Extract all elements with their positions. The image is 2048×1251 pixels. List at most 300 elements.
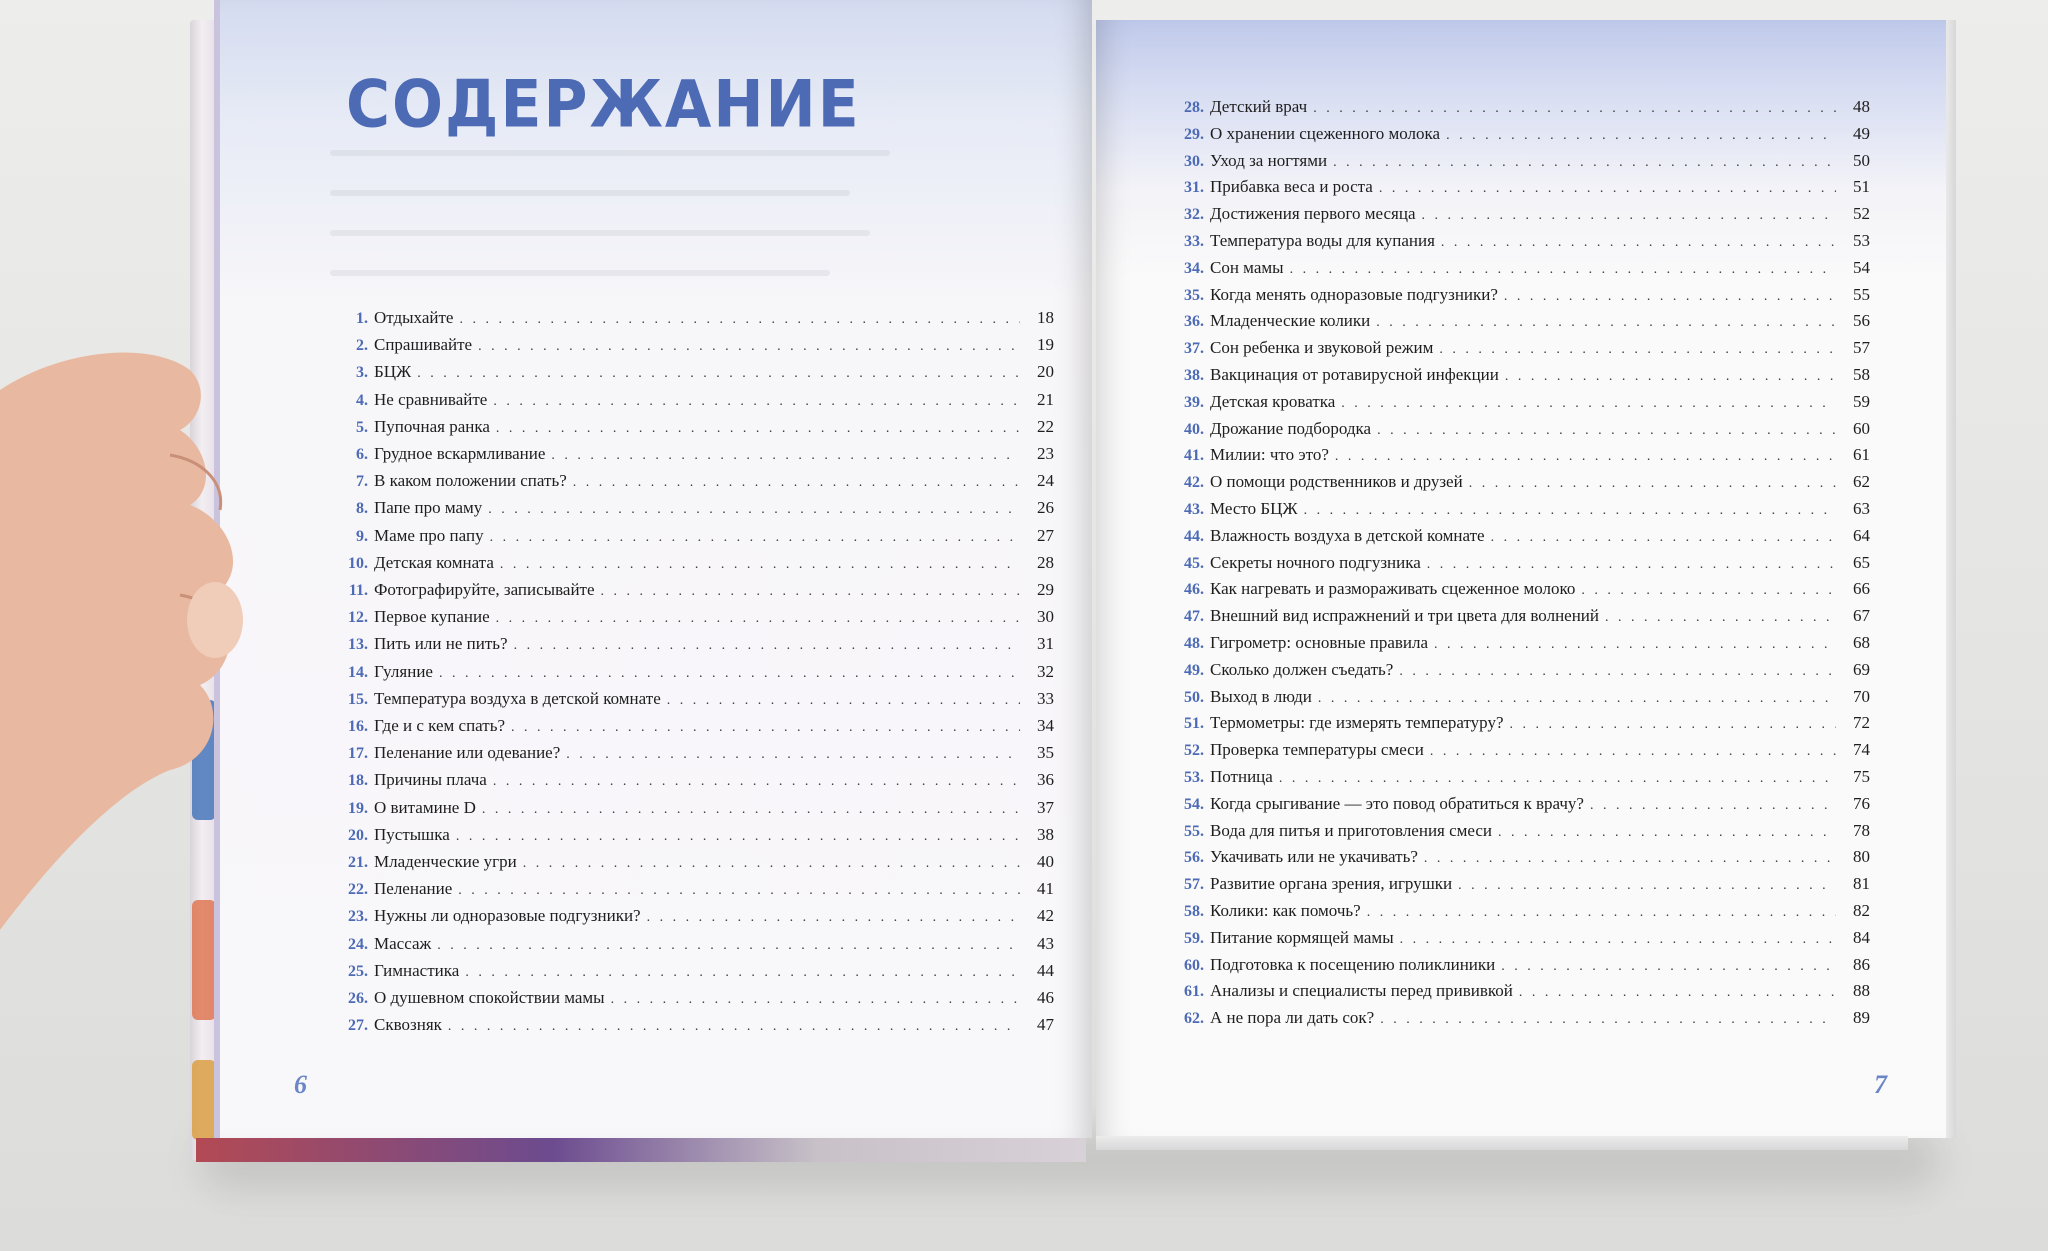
- toc-entry-title: Когда менять одноразовые подгузники?: [1210, 284, 1498, 304]
- toc-leader-dots: [478, 339, 1020, 355]
- toc-entry-title: Где и с кем спать?: [374, 716, 506, 735]
- toc-leader-dots: [1335, 449, 1836, 465]
- toc-entry: [1160, 311, 1870, 337]
- toc-entry-number: 15.: [348, 690, 368, 708]
- toc-entry-number: 6.: [356, 446, 368, 463]
- toc-entry-number: 57.: [1184, 876, 1204, 894]
- toc-entry: [1160, 338, 1870, 364]
- toc-entry-page: 89: [1853, 1008, 1870, 1028]
- toc-entry-page: 86: [1853, 954, 1870, 974]
- toc-leader-dots: [1427, 557, 1836, 573]
- toc-entry: [1160, 847, 1870, 873]
- toc-entry-page: 52: [1853, 204, 1870, 224]
- toc-entry: [1160, 740, 1870, 766]
- toc-leader-dots: [1498, 825, 1836, 841]
- toc-leader-dots: [647, 910, 1020, 926]
- toc-entry-title: Массаж: [374, 933, 432, 953]
- toc-entry-title: Пупочная ранка: [374, 416, 490, 436]
- toc-leader-dots: [1581, 583, 1836, 599]
- toc-entry-page: 88: [1853, 981, 1870, 1001]
- toc-leader-dots: [459, 312, 1020, 328]
- toc-entry: [1160, 526, 1870, 552]
- toc-leader-dots: [500, 557, 1020, 573]
- toc-entry-page: 46: [1037, 988, 1054, 1007]
- toc-entry: [1160, 874, 1870, 900]
- toc-entry: [324, 852, 1054, 878]
- toc-entry: [1160, 928, 1870, 954]
- toc-entry-title: Папе про маму: [374, 498, 483, 518]
- toc-entry-number: 55.: [1184, 822, 1204, 840]
- toc-entry-title: О хранении сцеженного молока: [1210, 123, 1441, 143]
- toc-entry-number: 42.: [1184, 474, 1204, 492]
- toc-entry-number: 60.: [1184, 956, 1204, 974]
- right-page-number: 7: [1874, 1070, 1887, 1099]
- toc-entry-page: 51: [1853, 177, 1870, 197]
- toc-entry-title: Младенческие колики: [1210, 311, 1371, 331]
- toc-leader-dots: [493, 774, 1020, 790]
- toc-entry-title: Подготовка к посещению поликлиники: [1210, 954, 1496, 974]
- toc-entry: [1160, 901, 1870, 927]
- toc-entry-title: Как нагревать и размораживать сцеженное молоко: [1210, 579, 1576, 599]
- toc-leader-dots: [1504, 289, 1836, 305]
- toc-entry-number: 29.: [1184, 125, 1204, 143]
- toc-entry-page: 53: [1853, 231, 1870, 250]
- toc-entry-number: 13.: [348, 636, 368, 654]
- toc-leader-dots: [490, 530, 1020, 546]
- toc-entry-page: 32: [1037, 661, 1054, 681]
- toc-entry-title: Пить или не пить?: [374, 634, 508, 654]
- left-page-number: 6: [294, 1070, 307, 1099]
- toc-entry-title: Колики: как помочь?: [1210, 901, 1361, 920]
- toc-leader-dots: [1519, 985, 1836, 1001]
- toc-entry-page: 28: [1037, 552, 1054, 572]
- toc-entry: [324, 879, 1054, 905]
- toc-entry-number: 10.: [348, 554, 368, 572]
- toc-entry-number: 1.: [356, 310, 368, 327]
- toc-leader-dots: [1458, 878, 1836, 894]
- toc-entry-title: Когда срыгивание — это повод обратиться к врачу?: [1210, 793, 1584, 813]
- toc-entry-number: 34.: [1184, 259, 1204, 277]
- toc-entry: [324, 553, 1054, 579]
- toc-leader-dots: [1333, 155, 1836, 171]
- toc-entry-number: 21.: [348, 854, 368, 871]
- toc-leader-dots: [417, 366, 1020, 382]
- toc-entry-page: 36: [1037, 770, 1054, 790]
- toc-leader-dots: [1290, 262, 1836, 278]
- toc-entry-number: 33.: [1184, 233, 1204, 250]
- toc-entry-number: 8.: [356, 500, 368, 518]
- toc-entry-title: Не сравнивайте: [374, 389, 488, 409]
- toc-entry-page: 31: [1037, 634, 1054, 654]
- toc-entry: [324, 825, 1054, 851]
- toc-leader-dots: [496, 421, 1020, 437]
- toc-entry-title: Место БЦЖ: [1210, 499, 1298, 518]
- toc-entry-page: 41: [1037, 879, 1054, 899]
- toc-entry-page: 59: [1853, 391, 1870, 411]
- toc-entry-title: Питание кормящей мамы: [1210, 927, 1394, 947]
- toc-entry-page: 38: [1037, 824, 1054, 844]
- toc-entry-page: 48: [1853, 97, 1870, 116]
- toc-entry-title: Гуляние: [374, 661, 433, 681]
- toc-entry-title: Внешний вид испражнений и три цвета для волнений: [1210, 606, 1599, 626]
- toc-entry: [1160, 821, 1870, 847]
- toc-leader-dots: [1367, 905, 1836, 921]
- toc-entry: [324, 335, 1054, 361]
- toc-entry-page: 29: [1037, 580, 1054, 599]
- toc-entry-number: 46.: [1184, 581, 1204, 599]
- toc-entry-page: 69: [1853, 659, 1870, 679]
- toc-entry-page: 56: [1853, 311, 1870, 331]
- toc-entry-title: Проверка температуры смеси: [1210, 740, 1424, 760]
- toc-entry-page: 80: [1853, 847, 1870, 867]
- toc-entry-number: 41.: [1184, 447, 1204, 465]
- toc-entry: [324, 308, 1054, 334]
- toc-entry: [1160, 553, 1870, 579]
- toc-entry-title: БЦЖ: [374, 362, 412, 382]
- toc-entry-page: 72: [1853, 713, 1870, 733]
- toc-entry-page: 19: [1037, 335, 1054, 355]
- toc-entry-page: 84: [1853, 927, 1870, 947]
- toc-leader-dots: [1510, 717, 1837, 733]
- toc-entry-page: 54: [1853, 257, 1870, 277]
- toc-leader-dots: [496, 611, 1020, 627]
- toc-entry-page: 47: [1037, 1015, 1054, 1035]
- toc-leader-dots: [514, 638, 1020, 654]
- toc-leader-dots: [1279, 771, 1836, 787]
- toc-entry-page: 49: [1853, 123, 1870, 143]
- toc-entry-title: Причины плача: [374, 770, 487, 790]
- toc-entry-page: 40: [1037, 852, 1054, 871]
- toc-entry-page: 35: [1037, 743, 1054, 763]
- toc-entry-page: 27: [1037, 525, 1054, 545]
- toc-entry-page: 30: [1037, 607, 1054, 627]
- toc-entry-title: О душевном спокойствии мамы: [374, 988, 605, 1007]
- toc-entry-title: Уход за ногтями: [1210, 150, 1328, 170]
- toc-entry-number: 27.: [348, 1017, 368, 1035]
- toc-entry: [324, 444, 1054, 470]
- toc-entry-title: Детская кроватка: [1210, 391, 1336, 411]
- toc-entry-number: 16.: [348, 718, 368, 735]
- toc-entry-page: 70: [1853, 686, 1870, 706]
- toc-entry-page: 62: [1853, 472, 1870, 492]
- toc-entry-title: О помощи родственников и друзей: [1210, 472, 1463, 492]
- toc-entry-number: 45.: [1184, 554, 1204, 572]
- hand: [0, 330, 250, 970]
- toc-entry-page: 68: [1853, 633, 1870, 652]
- toc-entry-page: 66: [1853, 579, 1870, 599]
- toc-entry: [1160, 258, 1870, 284]
- toc-entry-number: 39.: [1184, 393, 1204, 411]
- toc-entry: [1160, 713, 1870, 739]
- toc-entry-page: 75: [1853, 767, 1870, 786]
- toc-entry-title: Дрожание подбородка: [1210, 418, 1372, 438]
- toc-entry-title: Развитие органа зрения, игрушки: [1210, 874, 1453, 894]
- toc-entry-title: Сквозняк: [374, 1015, 442, 1035]
- toc-entry-title: Нужны ли одноразовые подгузники?: [374, 906, 641, 926]
- toc-entry-title: Фотографируйте, записывайте: [374, 580, 595, 599]
- toc-entry: [1160, 579, 1870, 605]
- toc-entry-number: 19.: [348, 799, 368, 817]
- toc-entry-number: 32.: [1184, 206, 1204, 224]
- toc-entry-title: Маме про папу: [374, 525, 484, 545]
- toc-entry: [1160, 687, 1870, 713]
- toc-entry-page: 44: [1037, 960, 1054, 980]
- toc-entry-page: 26: [1037, 498, 1054, 518]
- toc-leader-dots: [566, 747, 1020, 763]
- toc-entry-number: 54.: [1184, 795, 1204, 813]
- toc-entry-page: 20: [1037, 362, 1054, 382]
- toc-entry-title: Потница: [1210, 767, 1273, 786]
- toc-entry-title: Выход в люди: [1210, 686, 1312, 706]
- toc-entry-title: Гимнастика: [374, 960, 460, 980]
- toc-leader-dots: [611, 992, 1020, 1008]
- toc-entry-number: 50.: [1184, 688, 1204, 706]
- toc-entry: [1160, 392, 1870, 418]
- toc-entry-page: 34: [1037, 716, 1054, 735]
- toc-leader-dots: [1605, 610, 1836, 626]
- toc-entry-title: Детский врач: [1210, 97, 1308, 116]
- toc-entry: [1160, 97, 1870, 123]
- toc-entry-title: Влажность воздуха в детской комнате: [1210, 525, 1485, 545]
- toc-leader-dots: [1376, 315, 1836, 331]
- toc-entry-title: Пустышка: [374, 824, 450, 844]
- toc-entry-number: 2.: [356, 337, 368, 355]
- toc-leader-dots: [1424, 851, 1836, 867]
- toc-entry: [324, 390, 1054, 416]
- toc-leader-dots: [601, 584, 1020, 600]
- toc-entry-number: 11.: [348, 582, 368, 599]
- toc-entry-title: Достижения первого месяца: [1210, 204, 1416, 224]
- toc-entry-title: Сколько должен съедать?: [1210, 659, 1394, 679]
- toc-entry-number: 26.: [348, 990, 368, 1007]
- toc-entry-page: 67: [1853, 606, 1870, 626]
- toc-leader-dots: [1318, 691, 1836, 707]
- toc-entry-title: О витамине D: [374, 797, 476, 817]
- toc-entry: [1160, 633, 1870, 659]
- toc-leader-dots: [437, 938, 1020, 954]
- toc-entry-number: 14.: [348, 663, 368, 681]
- toc-entry-title: Отдыхайте: [374, 308, 454, 327]
- toc-entry-number: 17.: [348, 745, 368, 763]
- toc-leader-dots: [456, 829, 1020, 845]
- toc-entry: [324, 498, 1054, 524]
- right-page-bottom-edge: [1096, 1136, 1908, 1150]
- toc-entry-number: 25.: [348, 962, 368, 980]
- toc-entry-number: 62.: [1184, 1010, 1204, 1028]
- toc-leader-dots: [1422, 208, 1836, 224]
- toc-entry: [1160, 981, 1870, 1007]
- toc-entry: [324, 770, 1054, 796]
- toc-leader-dots: [573, 475, 1020, 491]
- toc-leader-dots: [1400, 932, 1836, 948]
- toc-entry-number: 20.: [348, 826, 368, 844]
- toc-leader-dots: [1380, 1012, 1836, 1028]
- toc-leader-dots: [1430, 744, 1836, 760]
- toc-entry-page: 81: [1853, 874, 1870, 894]
- toc-entry-title: Термометры: где измерять температуру?: [1210, 713, 1504, 733]
- toc-entry-number: 35.: [1184, 286, 1204, 304]
- toc-entry-number: 49.: [1184, 661, 1204, 679]
- toc-entry-page: 65: [1853, 552, 1870, 572]
- toc-entry: [1160, 499, 1870, 525]
- toc-entry: [324, 743, 1054, 769]
- toc-entry-number: 36.: [1184, 313, 1204, 331]
- toc-leader-dots: [1313, 101, 1836, 117]
- toc-entry-number: 4.: [356, 391, 368, 409]
- toc-leader-dots: [488, 502, 1020, 518]
- toc-entry-number: 47.: [1184, 608, 1204, 626]
- toc-entry-number: 48.: [1184, 635, 1204, 652]
- toc-entry-title: Пеленание: [374, 879, 453, 899]
- toc-entry-page: 78: [1853, 820, 1870, 840]
- toc-entry-number: 30.: [1184, 152, 1204, 170]
- toc-leader-dots: [465, 965, 1020, 981]
- toc-entry-number: 52.: [1184, 742, 1204, 760]
- toc-leader-dots: [1469, 476, 1836, 492]
- toc-entry-page: 37: [1037, 797, 1054, 817]
- toc-entry: [1160, 767, 1870, 793]
- toc-entry-page: 63: [1853, 499, 1870, 518]
- toc-entry-title: Укачивать или не укачивать?: [1210, 847, 1418, 867]
- toc-entry-page: 42: [1037, 906, 1054, 926]
- toc-entry-title: Милии: что это?: [1210, 445, 1329, 465]
- toc-entry-number: 9.: [356, 527, 368, 545]
- toc-entry-page: 22: [1037, 416, 1054, 436]
- toc-entry-number: 23.: [348, 908, 368, 926]
- toc-leader-dots: [458, 883, 1020, 899]
- toc-entry: [324, 607, 1054, 633]
- toc-entry: [324, 417, 1054, 443]
- toc-entry: [324, 961, 1054, 987]
- toc-entry-title: Грудное вскармливание: [374, 444, 546, 463]
- toc-leader-dots: [1441, 235, 1836, 251]
- toc-entry-title: В каком положении спать?: [374, 471, 567, 491]
- toc-entry-title: Детская комната: [374, 552, 494, 572]
- toc-entry-title: Спрашивайте: [374, 335, 473, 355]
- toc-entry: [324, 471, 1054, 497]
- toc-entry-number: 3.: [356, 364, 368, 382]
- toc-entry: [1160, 660, 1870, 686]
- toc-entry: [324, 716, 1054, 742]
- right-page-edge: [1946, 20, 1956, 1138]
- toc-entry-title: Вакцинация от ротавирусной инфекции: [1210, 365, 1499, 384]
- toc-leader-dots: [511, 720, 1020, 736]
- toc-entry-number: 59.: [1184, 929, 1204, 947]
- toc-entry-number: 56.: [1184, 849, 1204, 867]
- toc-leader-dots: [439, 666, 1020, 682]
- toc-entry: [324, 988, 1054, 1014]
- toc-entry: [1160, 445, 1870, 471]
- toc-entry-title: Вода для питья и приготовления смеси: [1210, 820, 1493, 840]
- toc-entry-page: 33: [1037, 688, 1054, 708]
- toc-entry-title: Температура воздуха в детской комнате: [374, 688, 661, 708]
- toc-entry-number: 7.: [356, 473, 368, 491]
- toc-entry: [1160, 177, 1870, 203]
- toc-entry: [1160, 472, 1870, 498]
- toc-entry-title: Гигрометр: основные правила: [1210, 633, 1429, 652]
- toc-entry-page: 57: [1853, 338, 1870, 358]
- toc-leader-dots: [1439, 342, 1836, 358]
- toc-entry-page: 18: [1037, 308, 1054, 327]
- toc-entry-page: 58: [1853, 365, 1870, 384]
- toc-leader-dots: [1379, 181, 1836, 197]
- toc-entry-number: 24.: [348, 935, 368, 953]
- toc-entry: [324, 526, 1054, 552]
- toc-entry-page: 64: [1853, 525, 1870, 545]
- toc-entry-number: 58.: [1184, 903, 1204, 920]
- toc-entry-number: 5.: [356, 418, 368, 436]
- toc-entry: [1160, 204, 1870, 230]
- toc-leader-dots: [1304, 503, 1836, 519]
- toc-entry-page: 43: [1037, 933, 1054, 953]
- toc-entry: [1160, 794, 1870, 820]
- toc-entry-number: 31.: [1184, 179, 1204, 197]
- toc-entry-title: Температура воды для купания: [1210, 231, 1435, 250]
- toc-entry-title: Первое купание: [374, 607, 490, 627]
- toc-entry-page: 61: [1853, 445, 1870, 465]
- toc-entry-number: 38.: [1184, 367, 1204, 384]
- toc-entry-page: 23: [1037, 444, 1054, 463]
- toc-entry: [324, 689, 1054, 715]
- toc-leader-dots: [1501, 959, 1836, 975]
- toc-leader-dots: [1434, 637, 1836, 653]
- toc-entry-title: Прибавка веса и роста: [1210, 177, 1373, 197]
- toc-leader-dots: [523, 856, 1020, 872]
- toc-leader-dots: [448, 1019, 1020, 1035]
- toc-entry: [1160, 606, 1870, 632]
- toc-entry: [324, 362, 1054, 388]
- toc-leader-dots: [1505, 369, 1836, 385]
- toc-entry: [324, 798, 1054, 824]
- toc-entry-number: 40.: [1184, 420, 1204, 438]
- toc-leader-dots: [1341, 396, 1836, 412]
- toc-entry: [1160, 231, 1870, 257]
- toc-entry-title: Сон ребенка и звуковой режим: [1210, 338, 1434, 358]
- toc-leader-dots: [493, 394, 1020, 410]
- toc-entry-number: 61.: [1184, 983, 1204, 1001]
- toc-entry: [324, 662, 1054, 688]
- toc-entry: [1160, 151, 1870, 177]
- toc-entry-page: 82: [1853, 901, 1870, 920]
- toc-entry-title: Секреты ночного подгузника: [1210, 552, 1421, 572]
- toc-heading: СОДЕРЖАНИЕ: [346, 67, 861, 143]
- toc-entry: [324, 634, 1054, 660]
- toc-entry-page: 76: [1853, 793, 1870, 813]
- toc-entry-number: 22.: [348, 881, 368, 899]
- toc-entry-number: 28.: [1184, 99, 1204, 116]
- toc-entry-page: 60: [1853, 418, 1870, 438]
- toc-leader-dots: [1590, 798, 1836, 814]
- toc-leader-dots: [1491, 530, 1836, 546]
- toc-leader-dots: [1446, 128, 1836, 144]
- toc-entry-number: 12.: [348, 609, 368, 627]
- toc-entry: [1160, 124, 1870, 150]
- toc-leader-dots: [667, 693, 1020, 709]
- toc-entry-number: 37.: [1184, 340, 1204, 358]
- toc-entry-number: 53.: [1184, 769, 1204, 786]
- toc-leader-dots: [551, 448, 1020, 464]
- toc-entry: [1160, 365, 1870, 391]
- toc-entry-page: 74: [1853, 740, 1870, 760]
- toc-entry-number: 43.: [1184, 501, 1204, 518]
- toc-leader-dots: [1377, 423, 1836, 439]
- toc-entry-number: 18.: [348, 772, 368, 790]
- toc-leader-dots: [482, 802, 1020, 818]
- cover-art-yellow: [192, 1060, 216, 1140]
- toc-entry-title: Сон мамы: [1210, 257, 1284, 277]
- toc-leader-dots: [1399, 664, 1836, 680]
- cover-bottom-art: [196, 1138, 1086, 1162]
